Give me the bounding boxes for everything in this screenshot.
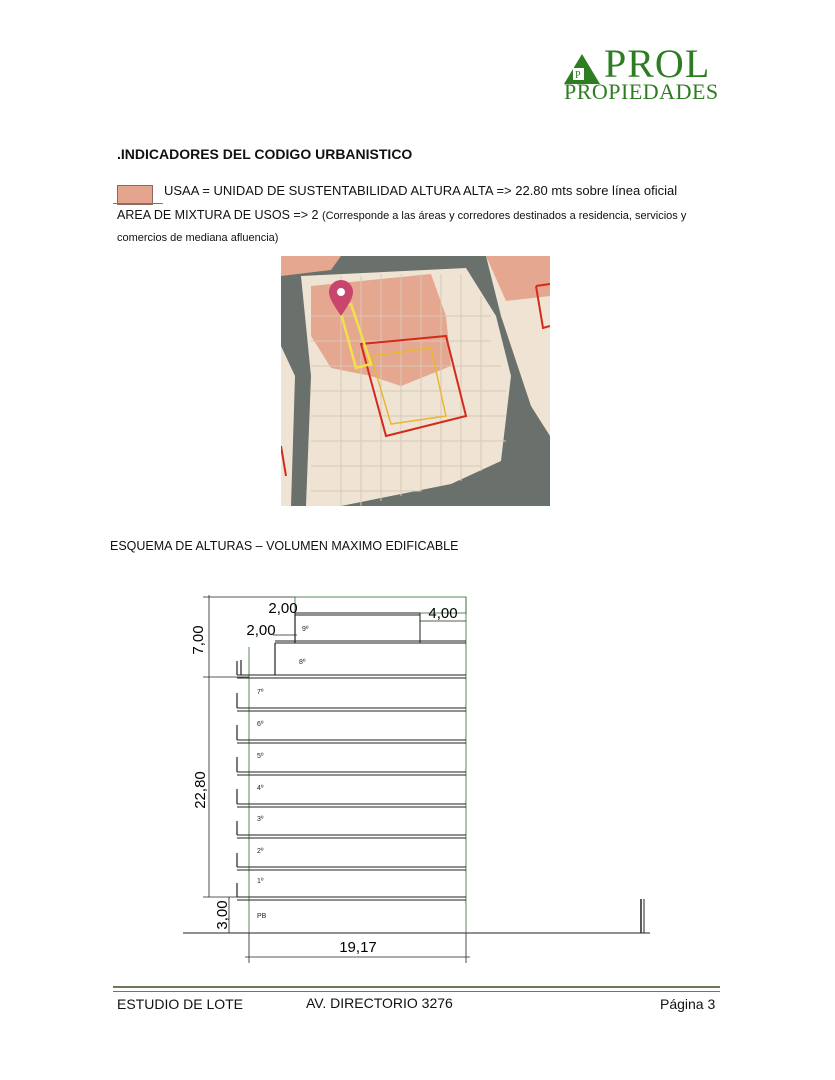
footer-document-title: ESTUDIO DE LOTE (117, 996, 244, 1012)
dim-top-height: 7,00 (190, 625, 207, 655)
dim-setback-9: 2,00 (268, 600, 298, 617)
mixtura-description (117, 205, 737, 249)
dim-setback-8: 2,00 (246, 622, 276, 639)
footer-rule (113, 986, 720, 988)
height-scheme-diagram (175, 585, 665, 965)
prol-logo (560, 41, 730, 106)
floor-label: 6º (257, 721, 264, 728)
floor-label: 1º (257, 878, 264, 885)
scheme-title: ESQUEMA DE ALTURAS – VOLUMEN MAXIMO EDIFICABLE (110, 539, 459, 553)
footer-address: AV. DIRECTORIO 3276 (306, 995, 453, 1011)
logo-name: PROL (604, 41, 711, 86)
dim-setback-right: 4,00 (428, 605, 458, 622)
logo-tagline: PROPIEDADES (564, 79, 719, 104)
floor-label: 3º (257, 816, 264, 823)
floor-label: 5º (257, 753, 264, 760)
dim-pb-height: 3,00 (214, 900, 231, 930)
floor-label: PB (257, 913, 267, 920)
dim-main-height: 22,80 (192, 771, 209, 809)
dim-width: 19,17 (339, 939, 377, 956)
footer-rule-thin (113, 991, 720, 992)
section-title: .INDICADORES DEL CODIGO URBANISTICO (117, 146, 413, 162)
usaa-color-swatch (117, 185, 153, 205)
mixtura-main: AREA DE MIXTURA DE USOS => 2 (117, 208, 322, 222)
floor-label: 7º (257, 689, 264, 696)
swatch-underline (113, 203, 163, 204)
floor-label: 4º (257, 785, 264, 792)
footer-page-number: Página 3 (660, 996, 716, 1012)
mixtura-detail: (Corresponde a las áreas y corredores destinados a residencia, servicios y comercios de mediana afluencia) (117, 210, 687, 244)
zoning-map (281, 256, 550, 506)
logo-letter: P (575, 70, 581, 81)
floor-label: 2º (257, 848, 264, 855)
floor-label: 8º (299, 659, 306, 666)
usaa-description: USAA = UNIDAD DE SUSTENTABILIDAD ALTURA ALTA => 22.80 mts sobre línea oficial (164, 183, 678, 198)
floor-label: 9º (302, 626, 309, 633)
